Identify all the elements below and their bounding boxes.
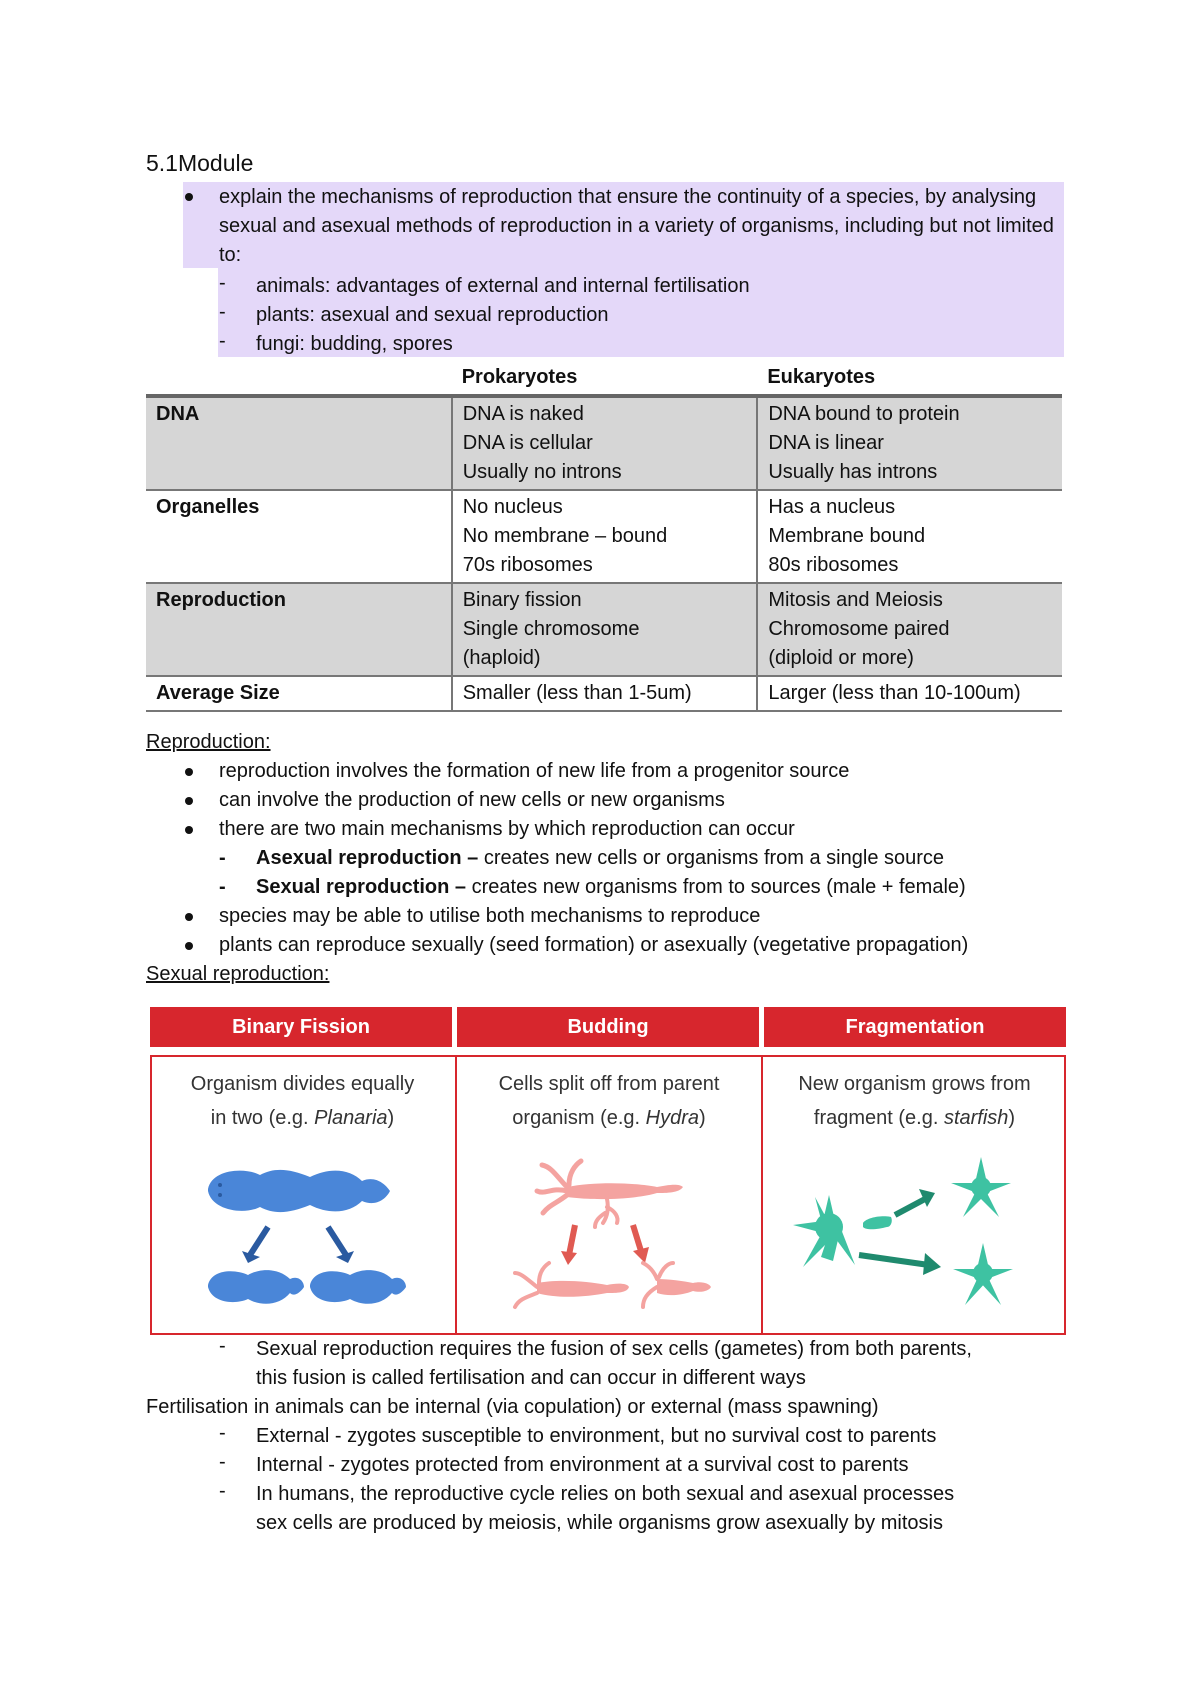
list-item: can involve the production of new cells or new organisms [219,789,725,811]
starfish-fragment-shape [863,1216,892,1229]
caption-line: New organism grows from [798,1073,1031,1095]
list-item: species may be able to utilise both mechanisms to reproduce [219,905,761,927]
table-cell [757,583,1062,676]
table-cell [452,396,758,490]
list-item: there are two main mechanisms by which reproduction can occur [219,818,795,840]
list-item: plants can reproduce sexually (seed formation) or asexually (vegetative propagation) [219,934,969,956]
panel-title-fragmentation: Fragmentation [764,1007,1066,1047]
term-asexual: Asexual reproduction – [256,847,479,869]
cell-line: Single chromosome [462,618,640,640]
caption-text: in two (e.g. [210,1107,315,1129]
planaria-child-left-shape [208,1270,304,1304]
def-asexual: creates new cells or organisms from a single source [478,847,945,869]
cell-line: Membrane bound [768,525,926,547]
cell-line: Usually has introns [768,461,938,483]
dash-marker: - [219,876,226,898]
list-item: reproduction involves the formation of new life from a progenitor source [219,760,850,782]
cell-line: 80s ribosomes [768,554,899,576]
caption-text: organism (e.g. [512,1107,646,1129]
bullet-dot [185,942,193,950]
planaria-parent-shape [208,1170,390,1212]
list-item: Sexual reproduction requires the fusion of sex cells (gametes) from both parents, [256,1338,972,1360]
table-cell [452,676,758,711]
table-row [146,396,1062,490]
panel-caption-binary-fission [150,1067,455,1135]
arrow-down-right-icon [633,1225,641,1251]
caption-species: starfish [943,1107,1009,1129]
cell-line: (diploid or more) [768,647,914,669]
cell-line: Mitosis and Meiosis [768,589,943,611]
caption-text: fragment (e.g. [813,1107,944,1129]
dash-marker: - [219,847,226,869]
cell-line: DNA is linear [768,432,884,454]
page-title: 5.1Module [146,150,254,176]
cell-line: DNA bound to protein [768,403,960,425]
row-label: Reproduction [146,583,452,676]
binary-fission-illustration [150,1147,455,1327]
hydra-parent-shape [567,1183,683,1199]
table-cell [452,490,758,583]
budding-illustration [457,1147,761,1327]
bullet-dot [185,826,193,834]
arrow-down-left-icon [250,1227,268,1255]
table-cell [757,490,1062,583]
cell-line: Has a nucleus [768,496,896,518]
arrow-up-right-icon [895,1199,925,1215]
dash-marker: - [219,330,226,352]
table-row [146,583,1062,676]
table-header-prokaryotes: Prokaryotes [452,361,758,396]
caption-line [457,1101,761,1135]
panel-title-binary-fission: Binary Fission [150,1007,452,1047]
comparison-table [146,361,1062,712]
list-item [256,873,966,902]
table-cell [757,676,1062,711]
caption-text: ) [1008,1107,1016,1129]
table-cell [452,583,758,676]
row-label: Organelles [146,490,452,583]
dash-marker: - [219,1480,226,1502]
cell-line: No nucleus [462,496,563,518]
planaria-child-right-shape [310,1270,406,1304]
arrow-down-left-icon [569,1225,575,1255]
starfish-parent-shape [793,1195,855,1267]
dash-marker: - [219,272,226,294]
section-heading-sexual: Sexual reproduction: [146,963,330,985]
fragmentation-illustration [763,1147,1066,1327]
caption-text: ) [387,1107,395,1129]
def-sexual: creates new organisms from to sources (male + female) [466,876,966,898]
list-item [256,844,944,873]
starfish-new-bottom-shape [953,1243,1013,1305]
dash-marker: - [219,1335,226,1357]
arrow-right-icon [859,1255,929,1265]
caption-line: Organism divides equally [190,1073,415,1095]
hydra-bud [595,1199,618,1227]
outcome-sub-3: fungi: budding, spores [256,333,453,355]
bullet-dot [185,193,193,201]
outcome-sub-2: plants: asexual and sexual reproduction [256,304,609,326]
outcome-main: explain the mechanisms of reproduction that ensure the continuity of a species, by analysing sexual and asexual methods of reproduction in a variety of organisms, including but not limited to: [219,186,1054,266]
table-header-eukaryotes: Eukaryotes [757,361,1062,396]
bullet-dot [185,913,193,921]
bullet-dot [185,768,193,776]
list-item: External - zygotes susceptible to environment, but no survival cost to parents [256,1425,937,1447]
dash-marker: - [219,1422,226,1444]
list-item-continued: sex cells are produced by meiosis, while organisms grow asexually by mitosis [256,1512,943,1534]
cell-line: Binary fission [462,589,582,611]
reproduction-figure [150,1007,1066,1327]
row-label: DNA [146,396,452,490]
panel-caption-budding [457,1067,761,1135]
table-row [146,490,1062,583]
cell-line: DNA is cellular [462,432,593,454]
term-sexual: Sexual reproduction – [256,876,467,898]
cell-line: Chromosome paired [768,618,950,640]
table-header-row [146,361,1062,396]
hydra-child-right-shape [657,1279,711,1295]
caption-line: Cells split off from parent [498,1073,720,1095]
dash-marker: - [219,1451,226,1473]
list-item-continued: this fusion is called fertilisation and can occur in different ways [256,1367,806,1389]
hydra-child-left-shape [537,1281,629,1297]
cell-line: DNA is naked [462,403,584,425]
cell-line: (haploid) [462,647,541,669]
caption-species: Planaria [314,1107,388,1129]
cell-line: No membrane – bound [462,525,668,547]
cell-line: Usually no introns [462,461,622,483]
cell-line: Smaller (less than 1-5um) [462,682,692,704]
bullet-dot [185,797,193,805]
cell-line: 70s ribosomes [462,554,593,576]
cell-line: Larger (less than 10-100um) [768,682,1021,704]
dash-marker: - [219,301,226,323]
section-heading-reproduction: Reproduction: [146,731,271,753]
list-item: Internal - zygotes protected from environment at a survival cost to parents [256,1454,909,1476]
fertilisation-paragraph: Fertilisation in animals can be internal (via copulation) or external (mass spawning) [146,1396,879,1418]
table-row [146,676,1062,711]
panel-caption-fragmentation [763,1067,1066,1135]
starfish-new-top-shape [951,1157,1011,1217]
panel-title-budding: Budding [457,1007,759,1047]
list-item: In humans, the reproductive cycle relies on both sexual and asexual processes [256,1483,955,1505]
row-label: Average Size [146,676,452,711]
table-header-blank [146,361,452,396]
caption-line [150,1101,455,1135]
caption-text: ) [699,1107,706,1129]
caption-line [763,1101,1066,1135]
caption-species: Hydra [645,1107,700,1129]
outcome-sub-1: animals: advantages of external and internal fertilisation [256,275,750,297]
table-cell [757,396,1062,490]
arrow-down-right-icon [328,1227,346,1255]
